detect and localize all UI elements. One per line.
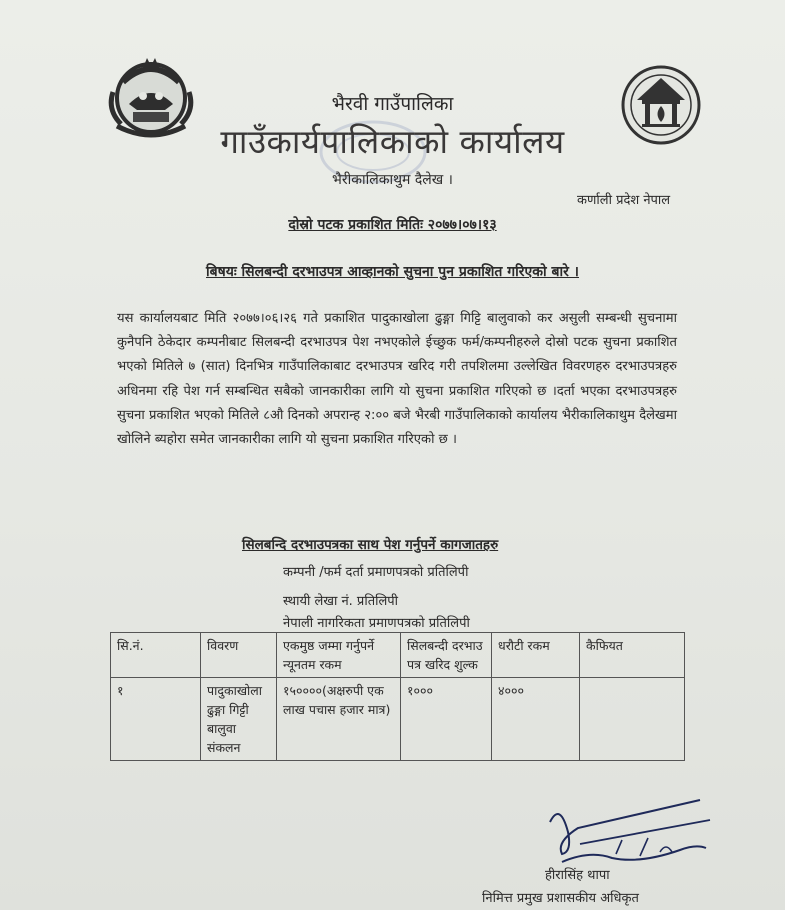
requirement-item: स्थायी लेखा नं. प्रतिलिपी <box>283 594 399 609</box>
column-header: विवरण <box>201 633 277 678</box>
notice-subject: बिषयः सिलबन्दी दरभाउपत्र आव्हानको सुचना पुन प्रकाशित गरिएको बारे । <box>206 264 579 280</box>
table-cell <box>580 678 685 761</box>
municipality-name: भैरवी गाउँपालिका <box>331 93 454 115</box>
signer-title: निमित्त प्रमुख प्रशासकीय अधिकृत <box>482 891 639 906</box>
column-header: कैफियत <box>580 633 685 678</box>
table-header-row <box>111 633 685 678</box>
office-address: भैरीकालिकाथुम दैलेख । <box>332 172 453 188</box>
requirement-item: कम्पनी /फर्म दर्ता प्रमाणपत्रको प्रतिलिपी <box>283 565 469 580</box>
table-cell: १००० <box>401 678 492 761</box>
signer-name: हीरासिंह थापा <box>545 868 610 883</box>
publish-date: दोस्रो पटक प्रकाशित मितिः २०७७।०७।१३ <box>288 217 497 233</box>
table-cell: पादुकाखोला ढुङ्गा गिट्टी बालुवा संकलन <box>201 678 277 761</box>
office-title: गाउँकार्यपालिकाको कार्यालय <box>220 122 565 161</box>
requirement-item: नेपाली नागरिकता प्रमाणपत्रको प्रतिलिपी <box>283 616 470 631</box>
table-cell: १ <box>111 678 201 761</box>
column-header: धरौटी रकम <box>492 633 580 678</box>
column-header: सिलबन्दी दरभाउ पत्र खरिद शुल्क <box>401 633 492 678</box>
notice-body: यस कार्यालयबाट मिति २०७७।०६।२६ गते प्रकाशित पादुकाखोला ढुङ्गा गिट्टि बालुवाको कर असुली सम्बन्धी सुचनामा कुनैपनि ठेकेदार कम्पनीबाट सिलबन्दी दरभाउपत्र पेश नभएकोले ईच्छुक फर्म/कम्पनीहरुले दोस्रो पटक सुचना प्रकाशित भएको मितिले ७ (सात) दिनभित्र गाउँपालिकाबाट दरभाउपत्र खरिद गरी तपशिलमा उल्लेखित विवरणहरु दरभाउपत्रहरु अधिनमा रहि पेश गर्न सम्बन्धित सबैको जानकारीका लागि यो सुचना प्रकाशित गरिएको छ ।दर्ता भएका दरभाउपत्रहरु सुचना प्रकाशित भएको मितिले ८औ दिनको अपरान्ह २:०० बजे भैरबी गाउँपालिकाको कार्यालय भैरीकालिकाथुम दैलेखमा खोलिने ब्यहोरा समेत जानकारीका लागि यो सुचना प्रकाशित गरिएको छ । <box>117 311 677 448</box>
bid-details-table <box>110 632 685 761</box>
table-row <box>111 678 685 761</box>
table-cell: १५००००(अक्षरुपी एक लाख पचास हजार मात्र) <box>277 678 401 761</box>
requirements-heading: सिलबन्दि दरभाउपत्रका साथ पेश गर्नुपर्ने कागजातहरु <box>242 537 499 553</box>
province-name: कर्णाली प्रदेश नेपाल <box>577 193 671 208</box>
column-header: सि.नं. <box>111 633 201 678</box>
table-cell: ४००० <box>492 678 580 761</box>
column-header: एकमुष्ठ जम्मा गर्नुपर्ने न्यूनतम रकम <box>277 633 401 678</box>
